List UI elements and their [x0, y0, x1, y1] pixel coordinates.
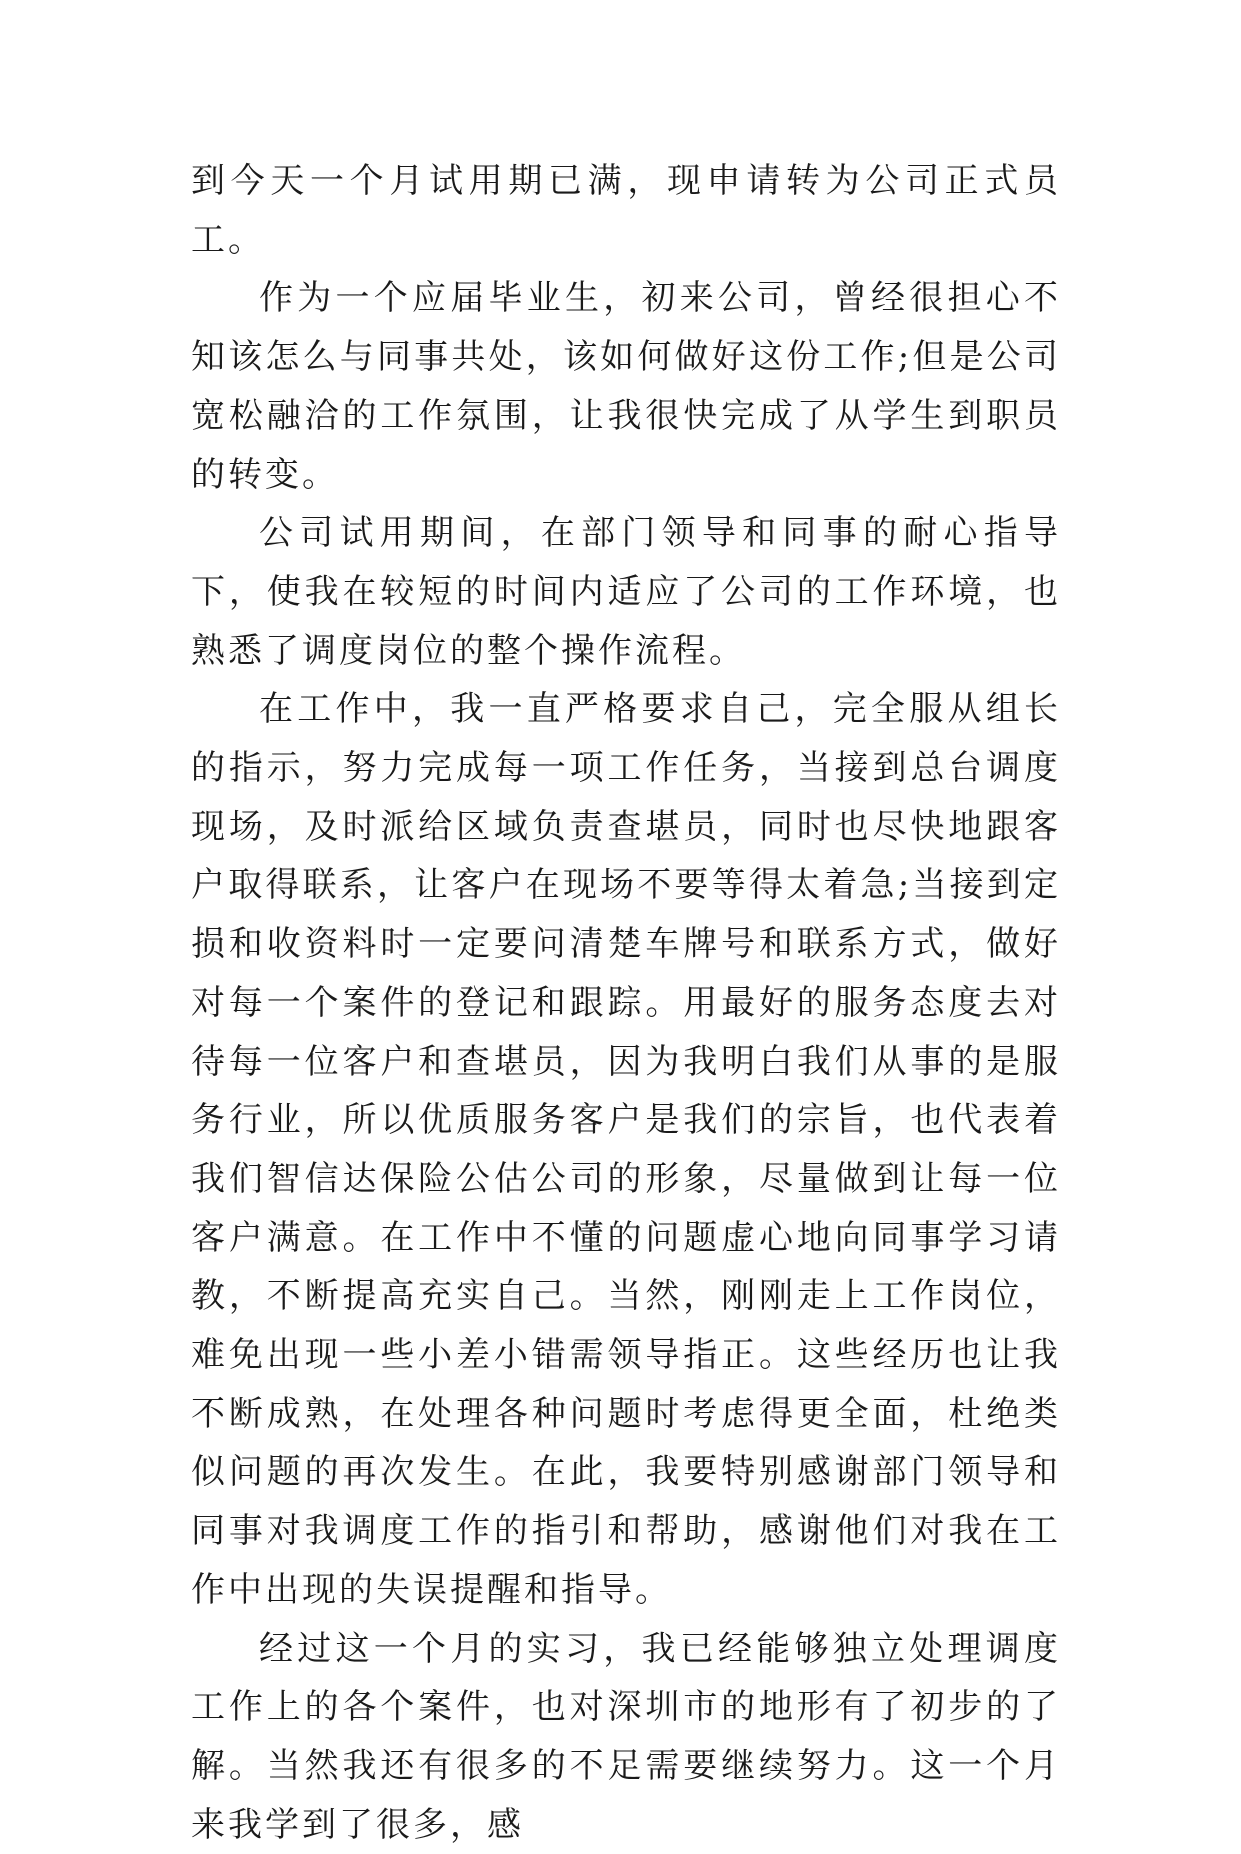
- paragraph-probation-period: 公司试用期间，在部门领导和同事的耐心指导下，使我在较短的时间内适应了公司的工作环境，也熟悉了调度岗位的整个操作流程。: [191, 513, 1061, 671]
- document-body: [191, 152, 1061, 1854]
- paragraph-internship-summary: 经过这一个月的实习，我已经能够独立处理调度工作上的各个案件，也对深圳市的地形有了初步的了解。当然我还有很多的不足需要继续努力。这一个月来我学到了很多，感: [191, 1628, 1061, 1845]
- paragraph-work-performance: 在工作中，我一直严格要求自己，完全服从组长的指示，努力完成每一项工作任务，当接到总台调度现场，及时派给区域负责查堪员，同时也尽快地跟客户取得联系，让客户在现场不要等得太着急;当接到定损和收资料时一定要问清楚车牌号和联系方式，做好对每一个案件的登记和跟踪。用最好的服务态度去对待每一位客户和查堪员，因为我明白我们从事的是服务行业，所以优质服务客户是我们的宗旨，也代表着我们智信达保险公估公司的形象，尽量做到让每一位客户满意。在工作中不懂的问题虚心地向同事学习请教，不断提高充实自己。当然，刚刚走上工作岗位，难免出现一些小差小错需领导指正。这些经历也让我不断成熟，在处理各种问题时考虑得更全面，杜绝类似问题的再次发生。在此，我要特别感谢部门领导和同事对我调度工作的指引和帮助，感谢他们对我在工作中出现的失误提醒和指导。: [191, 689, 1061, 1610]
- paragraph-new-graduate: 作为一个应届毕业生，初来公司，曾经很担心不知该怎么与同事共处，该如何做好这份工作;但是公司宽松融洽的工作氛围，让我很快完成了从学生到职员的转变。: [191, 278, 1061, 495]
- paragraph-continuation: 到今天一个月试用期已满，现申请转为公司正式员工。: [191, 161, 1061, 260]
